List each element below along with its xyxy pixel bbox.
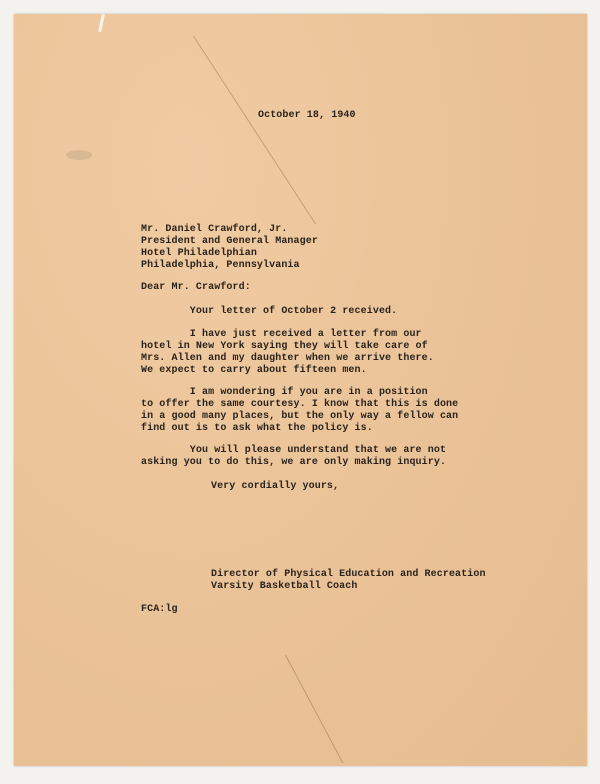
paragraph-line: asking you to do this, we are only making inquiry. — [141, 457, 447, 468]
signature-block — [211, 569, 486, 593]
signature-line: Varsity Basketball Coach — [211, 581, 358, 592]
body-paragraph — [141, 329, 434, 377]
signature-line: Director of Physical Education and Recreation — [211, 569, 486, 580]
recipient-city: Philadelphia, Pennsylvania — [141, 260, 300, 271]
paragraph-line: to offer the same courtesy. I know that this is done — [141, 399, 459, 410]
paragraph-line: You will please understand that we are not — [141, 445, 447, 456]
typist-initials: FCA:lg — [141, 604, 178, 615]
paper-crease — [285, 655, 343, 763]
letter-page — [14, 14, 587, 766]
paper-mark — [98, 14, 105, 32]
paragraph-line: in a good many places, but the only way a fellow can — [141, 411, 459, 422]
closing: Very cordially yours, — [211, 481, 340, 492]
body-paragraph — [141, 306, 397, 318]
salutation: Dear Mr. Crawford: — [141, 282, 251, 293]
recipient-address — [141, 224, 318, 272]
paragraph-line: hotel in New York saying they will take care of — [141, 341, 428, 352]
body-paragraph — [141, 445, 446, 469]
paper-crease — [193, 36, 316, 224]
paragraph-line: I am wondering if you are in a position — [141, 387, 428, 398]
recipient-name: Mr. Daniel Crawford, Jr. — [141, 224, 288, 235]
paper-smudge — [66, 150, 92, 160]
paragraph-line: Your letter of October 2 received. — [141, 306, 398, 317]
letter-date: October 18, 1940 — [258, 110, 356, 121]
paragraph-line: I have just received a letter from our — [141, 329, 422, 340]
paragraph-line: We expect to carry about fifteen men. — [141, 365, 367, 376]
paragraph-line: Mrs. Allen and my daughter when we arrive there. — [141, 353, 434, 364]
recipient-title: President and General Manager — [141, 236, 318, 247]
recipient-hotel: Hotel Philadelphian — [141, 248, 257, 259]
paragraph-line: find out is to ask what the policy is. — [141, 423, 373, 434]
body-paragraph — [141, 387, 458, 435]
